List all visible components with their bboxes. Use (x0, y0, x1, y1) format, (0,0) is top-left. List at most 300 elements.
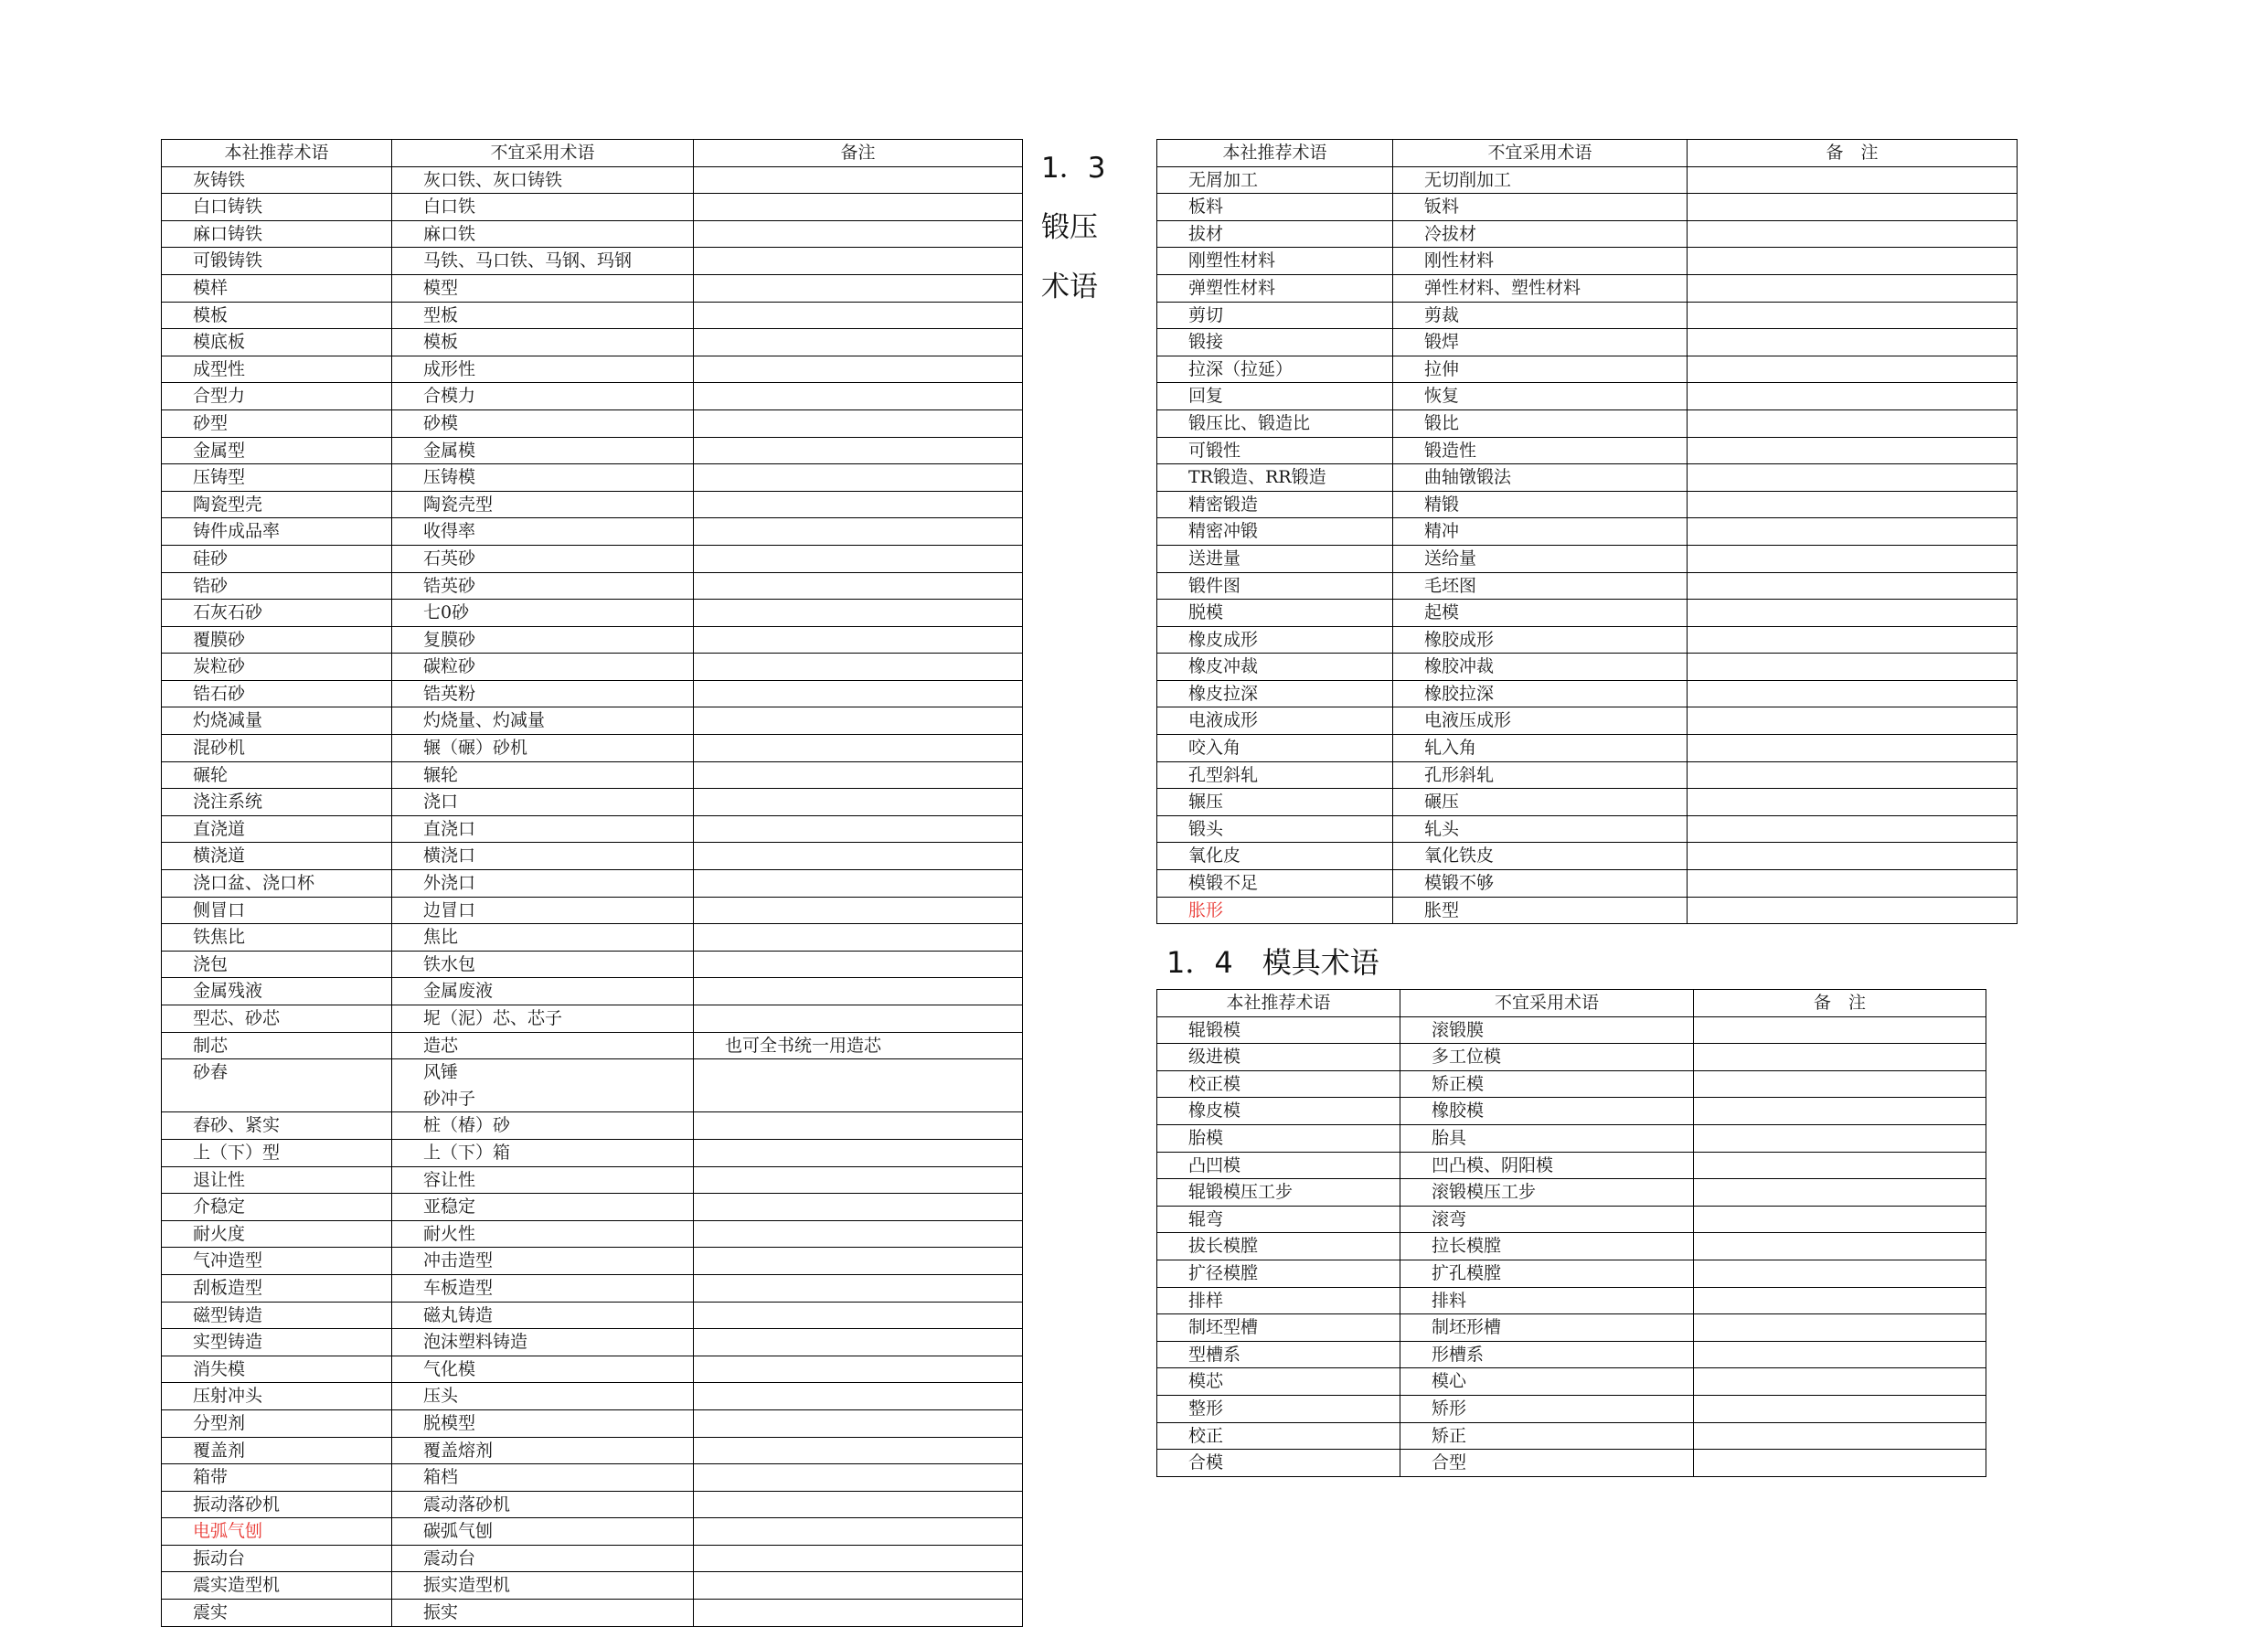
table-row (1157, 1233, 1986, 1260)
recommended-term: 模板 (162, 302, 392, 329)
recommended-term: 胎模 (1157, 1124, 1400, 1152)
note-cell (1688, 356, 2018, 383)
avoided-term: 白口铁 (392, 194, 694, 221)
table-row (162, 1329, 1023, 1356)
table-row (162, 437, 1023, 464)
table-row (162, 572, 1023, 600)
avoided-term: 精冲 (1393, 518, 1688, 546)
recommended-term: 消失模 (162, 1356, 392, 1383)
table-row (1157, 329, 2018, 356)
avoided-term: 震动台 (392, 1545, 694, 1572)
avoided-term: 曲轴镦锻法 (1393, 464, 1688, 492)
recommended-term: 辊锻模 (1157, 1016, 1400, 1044)
table-row (162, 789, 1023, 816)
table-row (162, 654, 1023, 681)
avoided-term: 孔形斜轧 (1393, 761, 1688, 789)
recommended-term: 侧冒口 (162, 897, 392, 924)
avoided-term: 轧头 (1393, 815, 1688, 843)
table-row (162, 1437, 1023, 1464)
recommended-term: 无屑加工 (1157, 166, 1393, 194)
avoided-term: 拉长模膛 (1400, 1233, 1694, 1260)
recommended-term: 上（下）型 (162, 1139, 392, 1166)
avoided-term: 送给量 (1393, 545, 1688, 572)
note-cell (694, 194, 1023, 221)
recommended-term: 辊弯 (1157, 1206, 1400, 1233)
note-cell (1688, 518, 2018, 546)
note-cell (694, 761, 1023, 789)
avoided-term: 轧入角 (1393, 735, 1688, 762)
avoided-term: 冷拔材 (1393, 220, 1688, 248)
note-cell (694, 1545, 1023, 1572)
table-header (1157, 140, 2018, 167)
avoided-term: 模板 (392, 329, 694, 356)
note-cell (1694, 1016, 1986, 1044)
avoided-term: 车板造型 (392, 1274, 694, 1302)
avoided-term: 胎具 (1400, 1124, 1694, 1152)
recommended-term: 分型剂 (162, 1409, 392, 1437)
note-cell (1694, 1206, 1986, 1233)
note-cell (1694, 1152, 1986, 1179)
avoided-term: 上（下）箱 (392, 1139, 694, 1166)
table-row (162, 897, 1023, 924)
avoided-term: 合型 (1400, 1450, 1694, 1477)
note-cell (1694, 1070, 1986, 1098)
note-cell (1688, 707, 2018, 735)
avoided-term: 坭（泥）芯、芯子 (392, 1005, 694, 1033)
table-row (162, 1383, 1023, 1410)
avoided-term: 浇口 (392, 789, 694, 816)
avoided-term: 电液压成形 (1393, 707, 1688, 735)
avoided-term: 橡胶冲裁 (1393, 654, 1688, 681)
recommended-term: 制坯型槽 (1157, 1314, 1400, 1342)
table-row (162, 1005, 1023, 1033)
recommended-term: 可锻铸铁 (162, 248, 392, 275)
avoided-term: 铁水包 (392, 951, 694, 978)
avoided-term-line: 风锤 (423, 1062, 459, 1083)
recommended-term: 合型力 (162, 383, 392, 410)
avoided-term (392, 1059, 694, 1112)
avoided-term: 覆盖熔剂 (392, 1437, 694, 1464)
recommended-term: 直浇道 (162, 815, 392, 843)
note-cell (694, 1220, 1023, 1248)
recommended-term: 锻头 (1157, 815, 1393, 843)
table-row (162, 1356, 1023, 1383)
avoided-term-line: 砂冲子 (423, 1088, 476, 1109)
avoided-term: 箱档 (392, 1464, 694, 1492)
table-row (162, 1545, 1023, 1572)
avoided-term: 磁丸铸造 (392, 1302, 694, 1329)
recommended-term: 横浇道 (162, 843, 392, 870)
note-cell (694, 626, 1023, 654)
avoided-term: 桩（椿）砂 (392, 1112, 694, 1140)
avoided-term: 合模力 (392, 383, 694, 410)
recommended-term: 合模 (1157, 1450, 1400, 1477)
avoided-term: 型板 (392, 302, 694, 329)
recommended-term: 送进量 (1157, 545, 1393, 572)
recommended-term: 炭粒砂 (162, 654, 392, 681)
note-cell (694, 248, 1023, 275)
table-row (1157, 491, 2018, 518)
table-row (162, 707, 1023, 735)
avoided-term: 恢复 (1393, 383, 1688, 410)
table-row (1157, 194, 2018, 221)
note-cell (694, 1518, 1023, 1546)
note-cell (694, 1112, 1023, 1140)
table-row (162, 409, 1023, 437)
table-row (1157, 815, 2018, 843)
note-cell (694, 464, 1023, 492)
table-row (1157, 248, 2018, 275)
note-cell (694, 1274, 1023, 1302)
avoided-term: 金属模 (392, 437, 694, 464)
recommended-term: 压铸型 (162, 464, 392, 492)
recommended-term: 振动台 (162, 1545, 392, 1572)
note-cell (694, 897, 1023, 924)
section-title-part: 术语 (1041, 271, 1098, 303)
recommended-term: 气冲造型 (162, 1248, 392, 1275)
note-cell (1694, 1179, 1986, 1207)
recommended-term: 铸件成品率 (162, 518, 392, 546)
recommended-term: 成型性 (162, 356, 392, 383)
avoided-term: 振实造型机 (392, 1572, 694, 1600)
avoided-term: 锻比 (1393, 409, 1688, 437)
note-cell (694, 220, 1023, 248)
recommended-term: TR锻造、RR锻造 (1157, 464, 1393, 492)
avoided-term: 收得率 (392, 518, 694, 546)
recommended-term: 校正 (1157, 1422, 1400, 1450)
table-row (1157, 707, 2018, 735)
recommended-term: 舂砂、紧实 (162, 1112, 392, 1140)
note-cell (1694, 1422, 1986, 1450)
note-cell: 也可全书统一用造芯 (694, 1032, 1023, 1059)
avoided-term: 矫正模 (1400, 1070, 1694, 1098)
recommended-term: 橡皮冲裁 (1157, 654, 1393, 681)
recommended-term: 石灰石砂 (162, 600, 392, 627)
table-row (1157, 572, 2018, 600)
avoided-term: 锆英粉 (392, 680, 694, 707)
table-row (162, 924, 1023, 952)
recommended-term: 辊锻模压工步 (1157, 1179, 1400, 1207)
avoided-term: 泡沫塑料铸造 (392, 1329, 694, 1356)
table-row (162, 1274, 1023, 1302)
avoided-term: 边冒口 (392, 897, 694, 924)
recommended-term: 脱模 (1157, 600, 1393, 627)
recommended-term: 锆砂 (162, 572, 392, 600)
table-row (162, 464, 1023, 492)
recommended-term: 排样 (1157, 1287, 1400, 1314)
table-body (1157, 1016, 1986, 1476)
recommended-term: 整形 (1157, 1395, 1400, 1422)
recommended-term: 陶瓷型壳 (162, 491, 392, 518)
recommended-term: 刚塑性材料 (1157, 248, 1393, 275)
recommended-term: 铁焦比 (162, 924, 392, 952)
avoided-term: 锆英砂 (392, 572, 694, 600)
table-row (162, 356, 1023, 383)
note-cell (694, 356, 1023, 383)
recommended-term: 剪切 (1157, 302, 1393, 329)
note-cell (694, 1491, 1023, 1518)
avoided-term: 凹凸模、阴阳模 (1400, 1152, 1694, 1179)
avoided-term: 滚锻膜 (1400, 1016, 1694, 1044)
note-cell (694, 815, 1023, 843)
avoided-term: 模型 (392, 274, 694, 302)
header-note: 备 注 (1688, 140, 2018, 167)
avoided-term: 模锻不够 (1393, 870, 1688, 898)
table-row (162, 1464, 1023, 1492)
section-1-4-heading: 1．4 模具术语 (1166, 945, 1379, 980)
table-row (1157, 464, 2018, 492)
table-row (162, 870, 1023, 898)
table-row (162, 1032, 1023, 1059)
recommended-term: 橡皮模 (1157, 1098, 1400, 1125)
recommended-term: 校正模 (1157, 1070, 1400, 1098)
table-row (162, 600, 1023, 627)
table-row (1157, 545, 2018, 572)
table-row (1157, 1152, 1986, 1179)
section-1-3-heading (1041, 139, 1105, 317)
table-row (1157, 1287, 1986, 1314)
note-cell (1688, 843, 2018, 870)
note-cell (1688, 409, 2018, 437)
table-row (162, 1112, 1023, 1140)
note-cell (694, 329, 1023, 356)
avoided-term: 震动落砂机 (392, 1491, 694, 1518)
recommended-term: 辗压 (1157, 789, 1393, 816)
recommended-term: 震实造型机 (162, 1572, 392, 1600)
section-title-part: 锻压 (1041, 211, 1098, 244)
table-row (1157, 1314, 1986, 1342)
avoided-term: 七0砂 (392, 600, 694, 627)
avoided-term: 多工位模 (1400, 1044, 1694, 1071)
avoided-term: 脱模型 (392, 1409, 694, 1437)
table-row (162, 1491, 1023, 1518)
table-row (162, 166, 1023, 194)
table-header (162, 140, 1023, 167)
note-cell (1688, 654, 2018, 681)
note-cell (1688, 897, 2018, 924)
table-row (162, 1059, 1023, 1112)
recommended-term: 精密锻造 (1157, 491, 1393, 518)
recommended-term: 模芯 (1157, 1368, 1400, 1396)
recommended-term: 金属型 (162, 437, 392, 464)
table-row (1157, 654, 2018, 681)
note-cell (694, 680, 1023, 707)
table-row (162, 518, 1023, 546)
note-cell (1688, 166, 2018, 194)
forging-terms-table (1156, 139, 2018, 924)
note-cell (1694, 1233, 1986, 1260)
table-row (162, 1518, 1023, 1546)
table-row (162, 302, 1023, 329)
note-cell (694, 600, 1023, 627)
avoided-term: 造芯 (392, 1032, 694, 1059)
avoided-term: 直浇口 (392, 815, 694, 843)
avoided-term: 矫正 (1400, 1422, 1694, 1450)
avoided-term: 外浇口 (392, 870, 694, 898)
recommended-term: 砂型 (162, 409, 392, 437)
avoided-term: 无切削加工 (1393, 166, 1688, 194)
avoided-term: 刚性材料 (1393, 248, 1688, 275)
table-row (162, 545, 1023, 572)
note-cell (694, 1572, 1023, 1600)
note-cell (1688, 680, 2018, 707)
recommended-term: 橡皮拉深 (1157, 680, 1393, 707)
table-row (162, 1248, 1023, 1275)
table-row (1157, 166, 2018, 194)
avoided-term: 冲击造型 (392, 1248, 694, 1275)
table-row (162, 978, 1023, 1005)
note-cell (694, 1302, 1023, 1329)
table-row (162, 1139, 1023, 1166)
recommended-term: 模底板 (162, 329, 392, 356)
avoided-term: 模心 (1400, 1368, 1694, 1396)
avoided-term: 钣料 (1393, 194, 1688, 221)
note-cell (694, 1166, 1023, 1194)
note-cell (1688, 789, 2018, 816)
table-row (162, 843, 1023, 870)
table-row (162, 761, 1023, 789)
table-row (1157, 409, 2018, 437)
header-note: 备注 (694, 140, 1023, 167)
note-cell (1688, 761, 2018, 789)
avoided-term: 气化模 (392, 1356, 694, 1383)
header-avoid: 不宜采用术语 (1400, 990, 1694, 1017)
recommended-term: 级进模 (1157, 1044, 1400, 1071)
note-cell (694, 409, 1023, 437)
recommended-term: 锆石砂 (162, 680, 392, 707)
avoided-term: 灼烧量、灼减量 (392, 707, 694, 735)
avoided-term: 马铁、马口铁、马钢、玛钢 (392, 248, 694, 275)
recommended-term: 覆膜砂 (162, 626, 392, 654)
avoided-term: 复膜砂 (392, 626, 694, 654)
note-cell (694, 1329, 1023, 1356)
recommended-term: 拉深（拉延） (1157, 356, 1393, 383)
table-row (162, 248, 1023, 275)
avoided-term: 金属废液 (392, 978, 694, 1005)
recommended-term: 白口铸铁 (162, 194, 392, 221)
recommended-term: 砂舂 (162, 1059, 392, 1112)
note-cell (694, 1356, 1023, 1383)
table-row (162, 1302, 1023, 1329)
note-cell (1688, 464, 2018, 492)
note-cell (1688, 437, 2018, 464)
recommended-term: 灼烧减量 (162, 707, 392, 735)
note-cell (1694, 1124, 1986, 1152)
note-cell (694, 924, 1023, 952)
note-cell (1694, 1098, 1986, 1125)
table-row (162, 194, 1023, 221)
table-row (162, 220, 1023, 248)
recommended-term: 可锻性 (1157, 437, 1393, 464)
recommended-term: 箱带 (162, 1464, 392, 1492)
table-body (162, 166, 1023, 1626)
avoided-term: 压铸模 (392, 464, 694, 492)
recommended-term: 金属残液 (162, 978, 392, 1005)
note-cell (1688, 626, 2018, 654)
avoided-term: 排料 (1400, 1287, 1694, 1314)
recommended-term: 精密冲锻 (1157, 518, 1393, 546)
recommended-term: 混砂机 (162, 735, 392, 762)
note-cell (694, 1464, 1023, 1492)
table-row (1157, 1098, 1986, 1125)
table-row (1157, 1341, 1986, 1368)
table-row (1157, 870, 2018, 898)
note-cell (694, 735, 1023, 762)
note-cell (1688, 735, 2018, 762)
recommended-term: 覆盖剂 (162, 1437, 392, 1464)
recommended-term: 浇口盆、浇口杯 (162, 870, 392, 898)
recommended-term: 电液成形 (1157, 707, 1393, 735)
avoided-term: 形槽系 (1400, 1341, 1694, 1368)
die-terms-table (1156, 989, 1986, 1477)
avoided-term: 灰口铁、灰口铸铁 (392, 166, 694, 194)
note-cell (1694, 1044, 1986, 1071)
recommended-term: 磁型铸造 (162, 1302, 392, 1329)
avoided-term: 毛坯图 (1393, 572, 1688, 600)
avoided-term: 弹性材料、塑性材料 (1393, 274, 1688, 302)
recommended-term: 拔长模膛 (1157, 1233, 1400, 1260)
table-row (1157, 1016, 1986, 1044)
avoided-term: 成形性 (392, 356, 694, 383)
recommended-term: 振动落砂机 (162, 1491, 392, 1518)
recommended-term: 实型铸造 (162, 1329, 392, 1356)
note-cell (1688, 194, 2018, 221)
avoided-term: 滚锻模压工步 (1400, 1179, 1694, 1207)
recommended-term: 孔型斜轧 (1157, 761, 1393, 789)
note-cell (694, 1005, 1023, 1033)
table-row (1157, 600, 2018, 627)
table-row (162, 1409, 1023, 1437)
table-row (1157, 1070, 1986, 1098)
note-cell (1688, 815, 2018, 843)
table-row (162, 680, 1023, 707)
note-cell (1694, 1341, 1986, 1368)
table-row (1157, 220, 2018, 248)
recommended-term: 震实 (162, 1600, 392, 1627)
recommended-term: 硅砂 (162, 545, 392, 572)
avoided-term: 氧化铁皮 (1393, 843, 1688, 870)
avoided-term: 横浇口 (392, 843, 694, 870)
note-cell (694, 951, 1023, 978)
recommended-term: 拔材 (1157, 220, 1393, 248)
table-row (1157, 274, 2018, 302)
note-cell (694, 572, 1023, 600)
recommended-term: 锻接 (1157, 329, 1393, 356)
table-row (1157, 1206, 1986, 1233)
note-cell (694, 843, 1023, 870)
avoided-term: 碳粒砂 (392, 654, 694, 681)
avoided-term: 振实 (392, 1600, 694, 1627)
table-row (1157, 1179, 1986, 1207)
note-cell (694, 302, 1023, 329)
table-row (162, 274, 1023, 302)
note-cell (1694, 1287, 1986, 1314)
avoided-term: 辗轮 (392, 761, 694, 789)
table-row (1157, 1395, 1986, 1422)
header-recommended: 本社推荐术语 (1157, 140, 1393, 167)
avoided-term: 锻造性 (1393, 437, 1688, 464)
note-cell (1688, 383, 2018, 410)
recommended-term: 锻件图 (1157, 572, 1393, 600)
note-cell (694, 545, 1023, 572)
note-cell (694, 1409, 1023, 1437)
table-row (162, 329, 1023, 356)
note-cell (694, 1383, 1023, 1410)
table-row (162, 735, 1023, 762)
avoided-term: 扩孔模膛 (1400, 1260, 1694, 1287)
note-cell (1688, 600, 2018, 627)
recommended-term: 刮板造型 (162, 1274, 392, 1302)
